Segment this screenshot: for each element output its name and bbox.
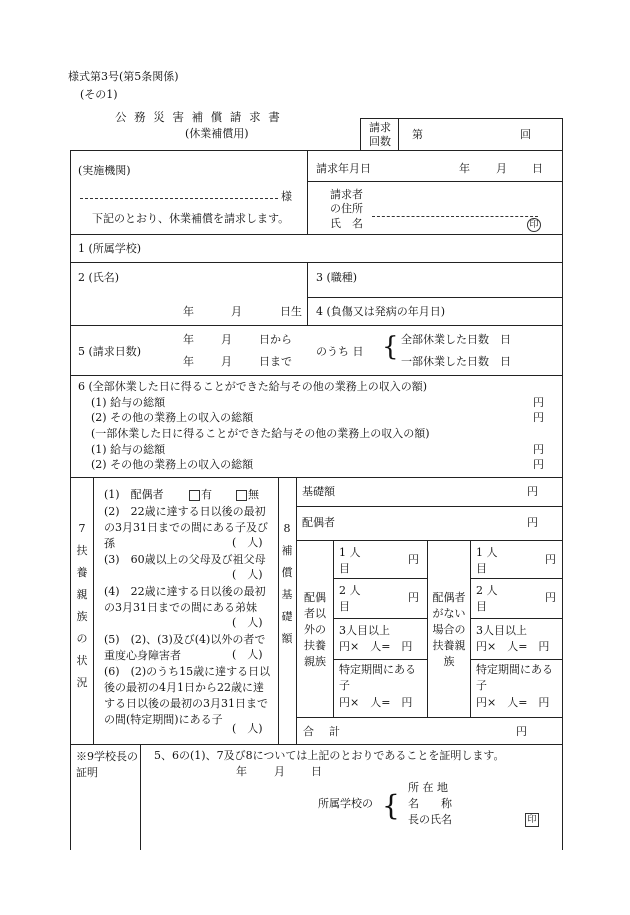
days-from: 日から (259, 333, 292, 346)
family-item-5: (5) (2)、(3)及び(4)以外の者で重度心身障害者 (104, 633, 266, 662)
claim-date-year: 年 (459, 162, 470, 175)
g1-second: 2 人目 (339, 584, 361, 613)
agency-sama: 様 (281, 190, 292, 203)
income-full-other: (2) その他の業務上の収入の総額 (91, 411, 254, 424)
job-row-bottom (307, 297, 562, 298)
group2-divider (470, 540, 471, 717)
birth-month: 月 (231, 305, 242, 318)
days-full: 全部休業した日数 日 (401, 333, 511, 346)
family-item-4: (4) 22歳に達する日以後の最初の3月31日までの間にある弟妹 (104, 585, 266, 614)
certify-day: 日 (311, 765, 322, 778)
certify-school-prefix: 所属学校の (318, 797, 373, 810)
family-item-3: (3) 60歳以上の父母及び祖父母 (104, 553, 266, 566)
count-box-left (360, 118, 361, 150)
spouse-row-bottom (296, 540, 562, 541)
g2-first-yen: 円 (545, 553, 556, 566)
g1-line-3 (333, 659, 427, 660)
family-item-3-count: ( 人) (232, 568, 263, 581)
family-item-2: (2) 22歳に達する日以後の最初の3月31日までの間にある子及び孫 (104, 505, 268, 550)
spouse-amount-label: 配偶者 (302, 516, 335, 529)
days-month-2: 月 (221, 355, 232, 368)
birth-year: 年 (183, 305, 194, 318)
g1-third: 3人目以上 (339, 624, 390, 637)
g1-second-yen: 円 (408, 591, 419, 604)
claim-date-label: 請求年月日 (316, 162, 371, 175)
g1-special-calc: 円× 人= 円 (339, 696, 413, 709)
g2-first: 1 人目 (476, 546, 498, 575)
family-allowance-divider (278, 477, 279, 744)
count-box-divider (398, 118, 399, 150)
allowance-heading-divider (296, 477, 297, 744)
certify-principal: 長の氏名 (408, 813, 452, 826)
g1-special: 特定期間にある子 (339, 663, 416, 692)
row-line-4 (70, 375, 562, 376)
family-item-5-count: ( 人) (232, 648, 263, 661)
income-partial-other: (2) その他の業務上の収入の総額 (91, 458, 254, 471)
days-year-1: 年 (183, 333, 194, 346)
income-full-other-yen: 円 (533, 411, 544, 424)
family-item-2-count: ( 人) (232, 536, 263, 549)
non-spouse-group-label: 配偶者以外の扶養親族 (304, 591, 326, 668)
school-label: 1 (所属学校) (78, 242, 142, 255)
page-title: 公 務 災 害 補 償 請 求 書 (115, 110, 282, 124)
days-partial: 一部休業した日数 日 (401, 355, 511, 368)
name-job-divider (307, 262, 308, 325)
no-spouse-group-label: 配偶者がない場合の扶養親族 (432, 591, 466, 668)
spouse-yes-label: 有 (201, 488, 212, 501)
certify-year: 年 (236, 765, 247, 778)
base-amount-yen: 円 (527, 485, 538, 498)
g2-line-1 (470, 578, 562, 579)
days-of: のうち 日 (316, 345, 364, 358)
days-label: 5 (請求日数) (78, 345, 142, 358)
form-number: 様式第3号(第5条関係) (68, 70, 179, 83)
g2-special-calc: 円× 人= 円 (476, 696, 550, 709)
family-heading: 7扶養親族の状況 (76, 522, 88, 689)
family-spouse: (1) 配偶者 (104, 488, 164, 501)
principal-seal: 印 (525, 813, 539, 827)
family-heading-divider (93, 477, 94, 744)
g2-third-calc: 円× 人= 円 (476, 640, 550, 653)
g1-first-yen: 円 (408, 553, 419, 566)
spouse-amount-yen: 円 (527, 516, 538, 529)
claimant-seal: 印 (527, 218, 541, 232)
claim-count-kai: 回 (520, 128, 531, 141)
certify-month: 月 (274, 765, 285, 778)
certify-address: 所 在 地 (408, 781, 448, 794)
g2-second: 2 人目 (476, 584, 498, 613)
g2-second-yen: 円 (545, 591, 556, 604)
family-item-4-count: ( 人) (232, 616, 263, 629)
name-label: 2 (氏名) (78, 271, 120, 284)
days-to: 日まで (259, 355, 292, 368)
base-row-bottom (296, 506, 562, 507)
request-text: 下記のとおり、休業補償を請求します。 (92, 212, 290, 225)
agency-divider (307, 150, 308, 234)
birth-day: 日生 (280, 305, 302, 318)
income-title: 6 (全部休業した日に得ることができた給与その他の業務上の収入の額) (78, 380, 428, 393)
total-yen: 円 (516, 725, 527, 738)
base-amount-label: 基礎額 (302, 485, 335, 498)
days-brace: { (382, 332, 399, 362)
claim-count-dai: 第 (412, 128, 423, 141)
row-line-3 (70, 325, 562, 326)
injury-date-label: 4 (負傷又は発病の年月日) (316, 305, 446, 318)
page-subtitle: (休業補償用) (185, 127, 249, 140)
spouse-no-checkbox[interactable] (236, 490, 247, 501)
g2-third: 3人目以上 (476, 624, 527, 637)
certify-text: 5、6の(1)、7及び8については上記のとおりであることを証明します。 (154, 749, 505, 762)
g1-line-2 (333, 618, 427, 619)
form-sub-number: (その1) (80, 88, 118, 101)
claim-date-day: 日 (532, 162, 543, 175)
income-partial-other-yen: 円 (533, 458, 544, 471)
frame-right (562, 118, 563, 850)
row-line-2 (70, 262, 562, 263)
frame-top (70, 150, 562, 151)
row-line-6 (70, 744, 562, 745)
claim-date-month: 月 (496, 162, 507, 175)
certify-divider (140, 744, 141, 850)
g2-special: 特定期間にある子 (476, 663, 553, 692)
family-item-6: (6) (2)のうち15歳に達する日以後の最初の4月1日から22歳に達する日以後の最初の3月31日までの間(特定期間)にある子 (104, 665, 271, 726)
g2-line-2 (470, 618, 562, 619)
g1-first: 1 人目 (339, 546, 361, 575)
date-row-bottom (307, 181, 562, 182)
g1-line-1 (333, 578, 427, 579)
row-line-5 (70, 477, 562, 478)
agency-label: (実施機関) (78, 164, 131, 177)
days-month-1: 月 (221, 333, 232, 346)
certify-label: ※9学校長の証明 (76, 750, 138, 779)
income-full-salary: (1) 給与の総額 (91, 396, 166, 409)
spouse-yes-checkbox[interactable] (189, 490, 200, 501)
family-item-6-count: ( 人) (232, 722, 263, 735)
claim-count-label-2: 回数 (369, 135, 391, 148)
certify-brace: { (382, 789, 400, 822)
income-partial-salary-yen: 円 (533, 443, 544, 456)
claimant-label-2: の住所 (330, 202, 363, 215)
claim-count-label-1: 請求 (369, 121, 391, 134)
claimant-address-line (372, 216, 538, 217)
spouse-no-label: 無 (248, 488, 259, 501)
allowance-heading: 8補償基礎額 (281, 522, 293, 645)
row-line-1 (70, 234, 562, 235)
count-box-top (360, 118, 562, 119)
group1-divider (333, 540, 334, 717)
frame-left (70, 150, 71, 850)
g2-line-3 (470, 659, 562, 660)
agency-name-line (80, 198, 278, 199)
total-label: 合 計 (303, 725, 342, 738)
g1-third-calc: 円× 人= 円 (339, 640, 413, 653)
claimant-label-1: 請求者 (330, 188, 363, 201)
certify-name: 名 称 (408, 797, 452, 810)
days-year-2: 年 (183, 355, 194, 368)
job-label: 3 (職種) (316, 271, 358, 284)
income-full-salary-yen: 円 (533, 396, 544, 409)
total-row-top (296, 717, 562, 718)
income-partial-salary: (1) 給与の総額 (91, 443, 166, 456)
claimant-name-label: 氏 名 (330, 217, 363, 230)
income-partial-title: (一部休業した日に得ることができた給与その他の業務上の収入の額) (91, 427, 430, 440)
